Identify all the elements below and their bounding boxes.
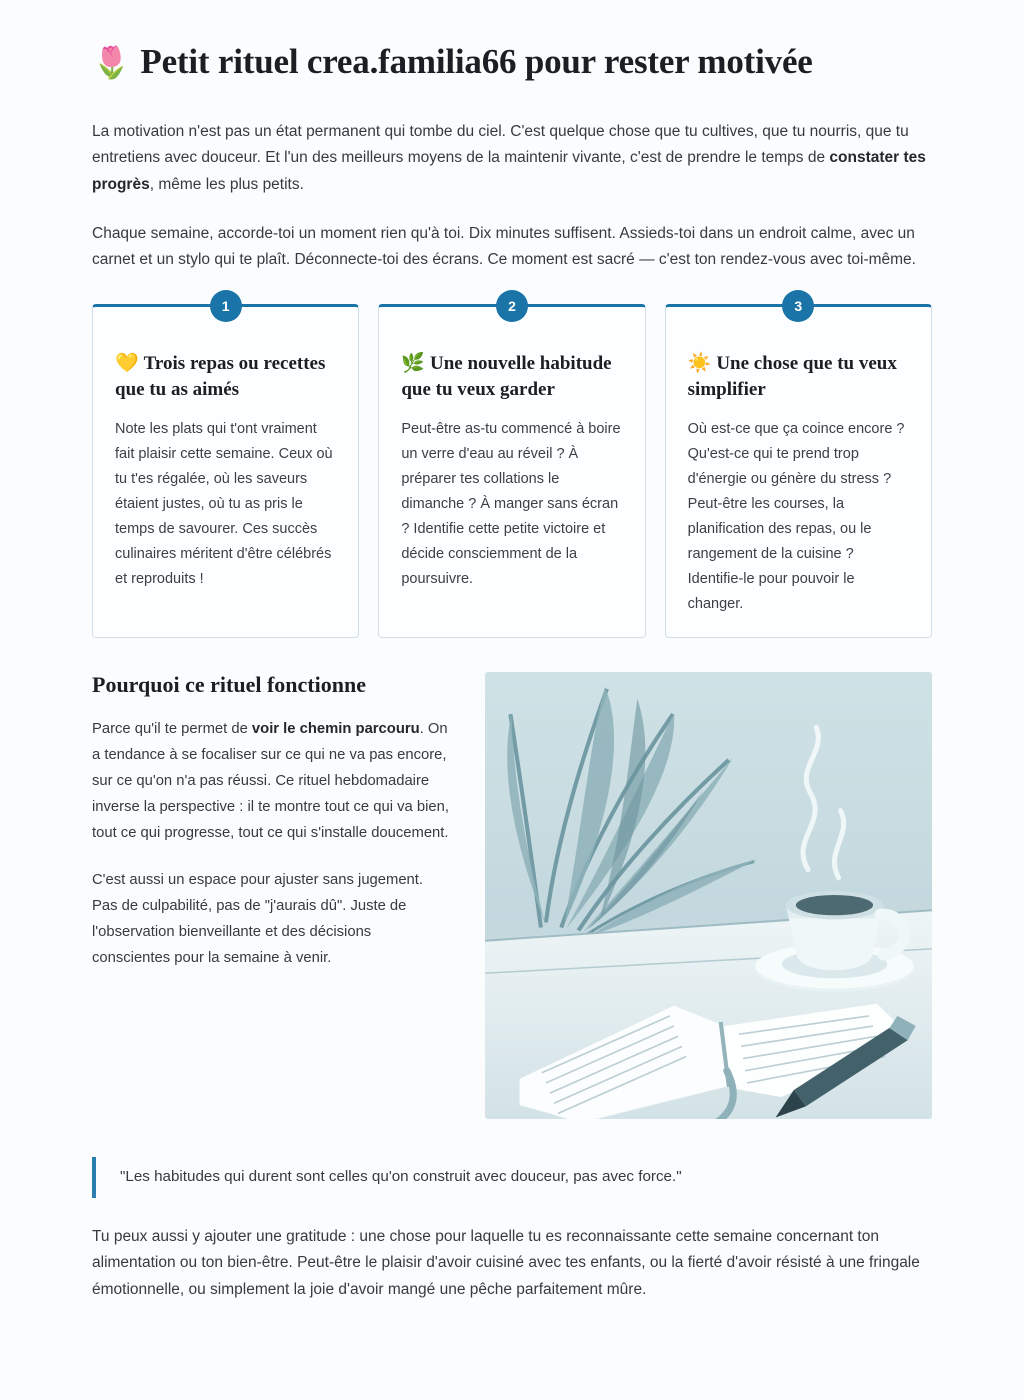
intro-1-after: , même les plus petits. bbox=[149, 176, 304, 194]
card-1-text: Note les plats qui t'ont vraiment fait plaisir cette semaine. Ceux où tu t'es régalée, où les saveurs étaient justes, où tu as pris le temps de savourer. Ces succès culinaires méritent d'être célébrés et reproduits ! bbox=[115, 420, 333, 588]
why-section-text-column bbox=[92, 672, 449, 990]
card-step-2 bbox=[378, 298, 645, 638]
why-1-bold: voir le chemin parcouru bbox=[251, 721, 420, 738]
card-2-number-badge: 2 bbox=[496, 290, 528, 322]
card-3-heading-text: Une chose que tu veux simplifier bbox=[687, 353, 897, 400]
why-1-after: . On a tendance à se focaliser sur ce qui ne va pas encore, sur ce qu'on n'a pas réussi. Ce rituel hebdomadaire inverse la perspective : il te montre tout ce qui va bien, tout ce qui progresse, tout ce qui s'installe doucement. bbox=[92, 721, 449, 842]
card-step-3 bbox=[665, 298, 932, 638]
card-step-1 bbox=[92, 298, 359, 638]
why-section bbox=[92, 672, 932, 1119]
card-3-text: Où est-ce que ça coince encore ? Qu'est-ce qui te prend trop d'énergie ou génère du stress ? Peut-être les courses, la planification des repas, ou le rangement de la cuisine ? Identifie-le pour pouvoir le changer. bbox=[687, 420, 905, 613]
card-1-number-badge: 1 bbox=[210, 290, 242, 322]
intro-paragraph-2 bbox=[92, 221, 932, 274]
intro-1-bold: constater tes progrès bbox=[92, 149, 926, 194]
why-paragraph-1 bbox=[92, 716, 449, 846]
why-paragraph-2: C'est aussi un espace pour ajuster sans jugement. Pas de culpabilité, pas de "j'aurais dû". Juste de l'observation bienveillante et des décisions conscientes pour la semaine à venir. bbox=[92, 871, 424, 966]
card-2-text: Peut-être as-tu commencé à boire un verre d'eau au réveil ? À préparer tes collations le dimanche ? À manger sans écran ? Identifie cette petite victoire et décide consciemment de la poursuivre. bbox=[401, 420, 621, 588]
card-1-heading-text: Trois repas ou recettes que tu as aimés bbox=[115, 353, 326, 400]
card-3-heading bbox=[688, 351, 909, 403]
card-2-heading bbox=[401, 351, 622, 403]
yellow-heart-icon: 💛 bbox=[115, 353, 139, 375]
page-title bbox=[92, 40, 932, 85]
why-1-before: Parce qu'il te permet de bbox=[92, 721, 252, 738]
card-1-heading bbox=[115, 351, 336, 403]
intro-2-text: Chaque semaine, accorde-toi un moment rien qu'à toi. Dix minutes suffisent. Assieds-toi dans un endroit calme, avec un carnet et un stylo qui te plaît. Déconnecte-toi des écrans. Ce moment est sacré — c'est ton rendez-vous avec toi-même. bbox=[92, 224, 916, 269]
why-section-heading: Pourquoi ce rituel fonctionne bbox=[92, 672, 366, 698]
herb-icon: 🌿 bbox=[401, 353, 425, 375]
pullquote: "Les habitudes qui durent sont celles qu'on construit avec douceur, pas avec force." bbox=[92, 1157, 932, 1197]
intro-paragraph-1 bbox=[92, 119, 932, 199]
intro-1-before: La motivation n'est pas un état permanent qui tombe du ciel. C'est quelque chose que tu cultives, que tu nourris, que tu entretiens avec douceur. Et l'un des meilleurs moyens de la maintenir vivante, c'est de prendre le temps de bbox=[92, 122, 909, 167]
desk-illustration-svg bbox=[485, 672, 932, 1119]
ritual-steps-cards bbox=[92, 298, 932, 638]
sun-icon: ☀️ bbox=[687, 353, 712, 375]
card-2-heading-text: Une nouvelle habitude que tu veux garder bbox=[401, 353, 612, 400]
closing-paragraph: Tu peux aussi y ajouter une gratitude : une chose pour laquelle tu es reconnaissante cette semaine concernant ton alimentation ou ton bien-être. Peut-être le plaisir d'avoir cuisiné avec tes enfants, ou la fierté d'avoir résisté à une fringale émotionnelle, ou simplement la joie d'avoir mangé une pêche parfaitement mûre. bbox=[92, 1227, 920, 1298]
card-3-number-badge: 3 bbox=[782, 290, 814, 322]
page-title-text: Petit rituel crea.familia66 pour rester motivée bbox=[140, 42, 813, 81]
tulip-icon: 🌷 bbox=[92, 45, 131, 80]
desk-illustration bbox=[485, 672, 932, 1119]
